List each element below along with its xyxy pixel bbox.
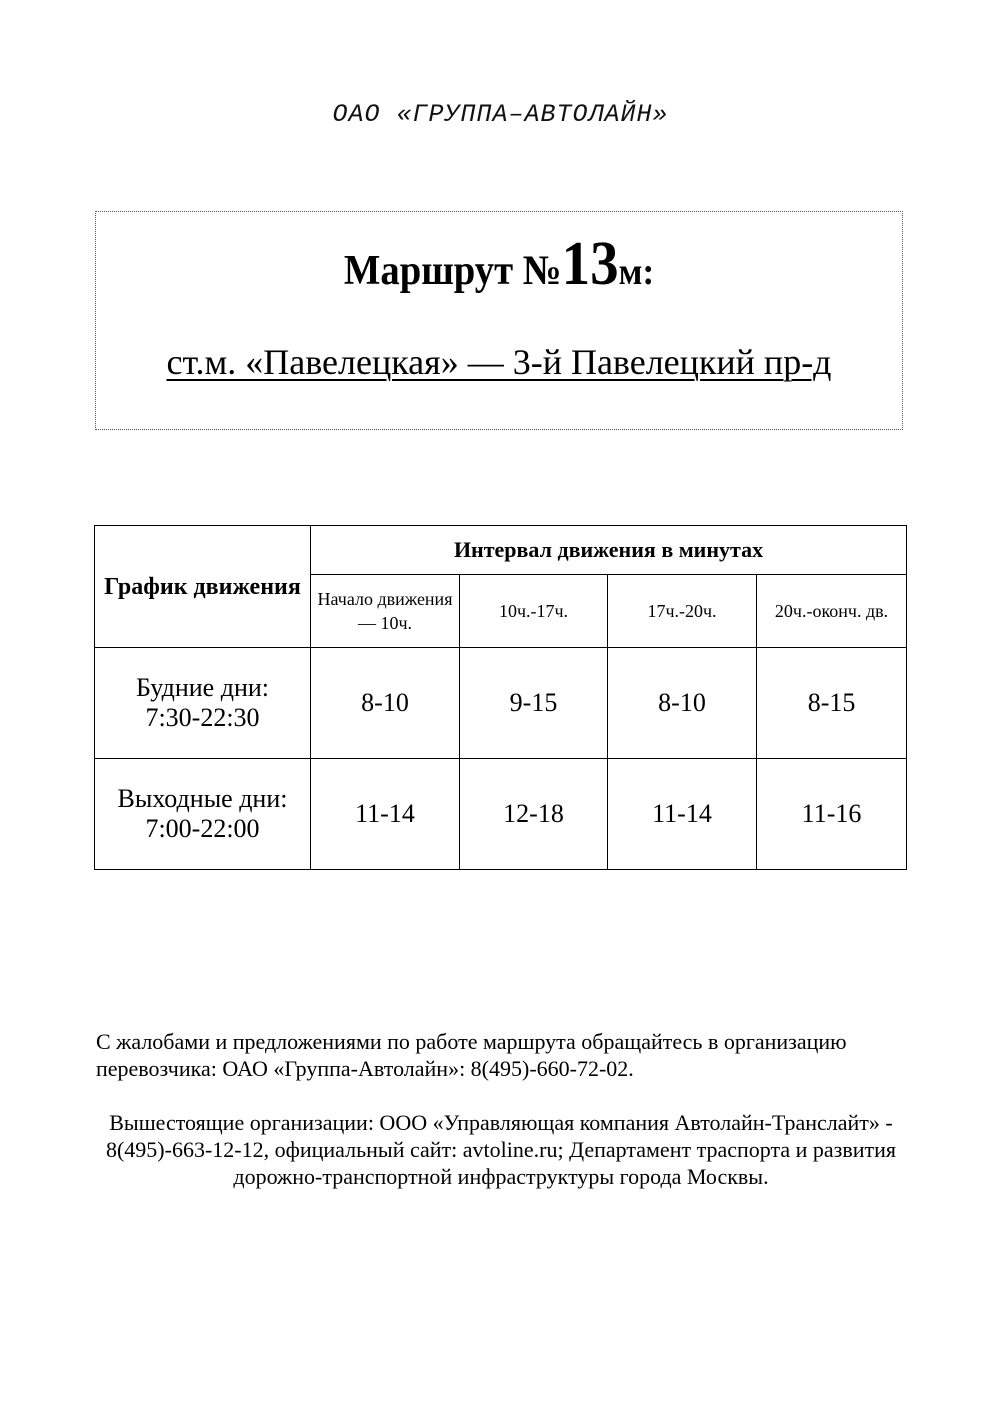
group-header: Интервал движения в минутах	[311, 526, 907, 575]
interval-cell: 12-18	[460, 759, 608, 870]
table-row	[95, 759, 907, 870]
complaints-notice: С жалобами и предложениями по работе маршрута обращайтесь в организацию перевозчика: ОАО «Группа-Автолайн»: 8(495)-660-72-02.	[96, 1029, 847, 1081]
route-box	[95, 211, 903, 430]
authorities-notice: Вышестоящие организации: ООО «Управляющая компания Автолайн-Транслайт» - 8(495)-663-12-12, официальный сайт: avtoline.ru; Департамент траспорта и развития дорожно-транспортной инфраструктуры города Москвы.	[105, 1110, 897, 1189]
column-header: 10ч.-17ч.	[460, 575, 608, 648]
company-name: ОАО «ГРУППА–АВТОЛАЙН»	[332, 100, 669, 129]
column-header: 17ч.-20ч.	[608, 575, 757, 648]
table-row	[95, 648, 907, 759]
interval-cell: 8-15	[757, 648, 907, 759]
row-label-days: Будние дни:	[135, 673, 270, 702]
schedule-table	[94, 525, 907, 870]
row-label	[95, 759, 311, 870]
interval-cell: 11-14	[311, 759, 460, 870]
column-header: Начало движения — 10ч.	[311, 575, 460, 648]
route-title	[128, 230, 870, 302]
row-label-days: Выходные дни:	[117, 784, 288, 813]
row-header: График движения	[95, 526, 311, 648]
row-label-hours: 7:30-22:30	[145, 703, 260, 732]
interval-cell: 11-14	[608, 759, 757, 870]
row-label	[95, 648, 311, 759]
route-path-text: ст.м. «Павелецкая» — 3-й Павелецкий пр-д	[166, 342, 832, 382]
route-suffix: м:	[618, 251, 655, 293]
route-number: 13	[561, 230, 619, 298]
interval-cell: 11-16	[757, 759, 907, 870]
interval-cell: 9-15	[460, 648, 608, 759]
route-path	[96, 340, 902, 384]
table-header-row	[95, 526, 907, 575]
interval-cell: 8-10	[311, 648, 460, 759]
row-label-hours: 7:00-22:00	[145, 814, 260, 843]
interval-cell: 8-10	[608, 648, 757, 759]
route-title-prefix: Маршрут №	[343, 248, 562, 294]
column-header: 20ч.-оконч. дв.	[757, 575, 907, 648]
